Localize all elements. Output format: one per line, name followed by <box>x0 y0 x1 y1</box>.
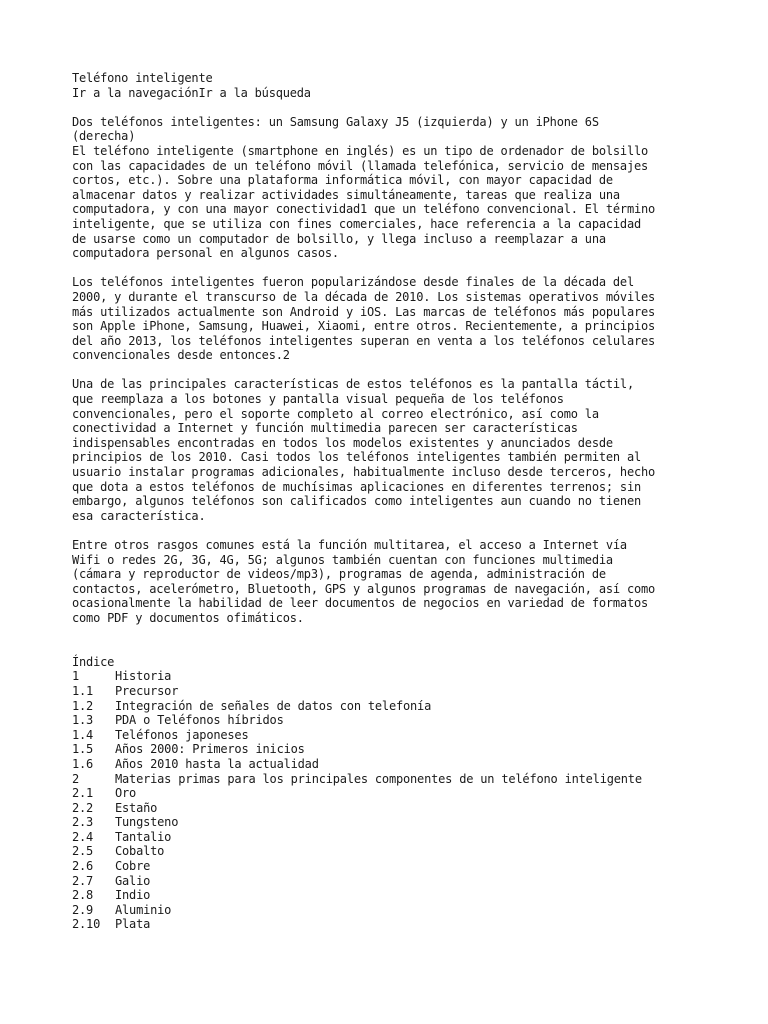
toc-number: 1.2 <box>72 698 94 713</box>
toc-number: 2.6 <box>72 859 94 874</box>
paragraph-line: ocasionalmente la habilidad de leer documentos de negocios en variedad de formatos <box>72 596 649 611</box>
toc-title: Plata <box>115 917 151 932</box>
toc-title: Oro <box>115 786 137 801</box>
toc-item[interactable] <box>72 903 712 918</box>
paragraph-line: Wifi o redes 2G, 3G, 4G, 5G; algunos también cuentan con funciones multimedia <box>72 552 613 567</box>
paragraph-traits <box>72 538 712 626</box>
spacer <box>72 626 712 655</box>
toc-title: Indio <box>115 888 151 903</box>
paragraph-line: convencionales desde entonces.2 <box>72 348 290 363</box>
paragraph-features <box>72 377 712 523</box>
caption-line: (derecha) <box>72 129 136 144</box>
toc-number: 2.3 <box>72 815 94 830</box>
paragraph-line: esa característica. <box>72 508 206 523</box>
paragraph-line: computadora personal en algunos casos. <box>72 246 339 261</box>
toc-number: 1.3 <box>72 713 94 728</box>
toc-item[interactable] <box>72 830 712 845</box>
toc-number: 1 <box>72 669 80 684</box>
toc-item[interactable] <box>72 815 712 830</box>
paragraph-line: indispensables encontradas en todos los modelos existentes y anunciados desde <box>72 435 613 450</box>
paragraph-line: de usarse como un computador de bolsillo, y llega incluso a reemplazar a una <box>72 231 606 246</box>
toc-title: Aluminio <box>115 902 172 917</box>
toc-item[interactable] <box>72 757 712 772</box>
paragraph-line: más utilizados actualmente son Android y iOS. Las marcas de teléfonos más populares <box>72 304 656 319</box>
paragraph-line: como PDF y documentos ofimáticos. <box>72 610 304 625</box>
toc-item[interactable] <box>72 786 712 801</box>
spacer <box>72 100 712 115</box>
image-caption <box>72 115 712 144</box>
paragraph-line: embargo, algunos teléfonos son calificados como inteligentes aun cuando no tienen <box>72 494 641 509</box>
toc-number: 2.1 <box>72 786 94 801</box>
toc-number: 2.10 <box>72 917 101 932</box>
toc-number: 2.9 <box>72 902 94 917</box>
toc-number: 2 <box>72 771 80 786</box>
paragraph-line: (cámara y reproductor de videos/mp3), programas de agenda, administración de <box>72 567 606 582</box>
toc-number: 2.5 <box>72 844 94 859</box>
paragraph-line: 2000, y durante el transcurso de la década de 2010. Los sistemas operativos móviles <box>72 289 656 304</box>
toc-title: Teléfonos japoneses <box>115 727 249 742</box>
toc-title: Galio <box>115 873 151 888</box>
paragraph-line: son Apple iPhone, Samsung, Huawei, Xiaomi, entre otros. Recientemente, a principios <box>72 319 656 334</box>
toc-item[interactable] <box>72 801 712 816</box>
paragraph-line: Los teléfonos inteligentes fueron popularizándose desde finales de la década del <box>72 275 634 290</box>
toc-number: 1.4 <box>72 727 94 742</box>
toc-title: Tantalio <box>115 829 172 844</box>
paragraph-line: principios de los 2010. Casi todos los teléfonos inteligentes también permiten al <box>72 450 641 465</box>
caption-line: Dos teléfonos inteligentes: un Samsung Galaxy J5 (izquierda) y un iPhone 6S <box>72 114 599 129</box>
table-of-contents <box>72 669 712 932</box>
paragraph-line: convencionales, pero el soporte completo al correo electrónico, así como la <box>72 406 599 421</box>
paragraph-line: usuario instalar programas adicionales, habitualmente incluso desde terceros, hecho <box>72 465 656 480</box>
paragraph-line: computadora, y con una mayor conectividad1 que un teléfono convencional. El término <box>72 202 656 217</box>
toc-title: Cobalto <box>115 844 165 859</box>
paragraph-line: cortos, etc.). Sobre una plataforma informática móvil, con mayor capacidad de <box>72 173 613 188</box>
toc-item[interactable] <box>72 874 712 889</box>
paragraph-line: El teléfono inteligente (smartphone en inglés) es un tipo de ordenador de bolsillo <box>72 143 649 158</box>
page-title: Teléfono inteligente <box>72 71 213 85</box>
toc-number: 1.5 <box>72 742 94 757</box>
toc-number: 2.7 <box>72 873 94 888</box>
toc-title: Años 2010 hasta la actualidad <box>115 756 319 771</box>
toc-item[interactable] <box>72 669 712 684</box>
toc-number: 2.8 <box>72 888 94 903</box>
toc-number: 1.6 <box>72 756 94 771</box>
toc-title: Cobre <box>115 859 151 874</box>
toc-title: Precursor <box>115 683 179 698</box>
toc-number: 2.4 <box>72 829 94 844</box>
nav-links-line: Ir a la navegaciónIr a la búsqueda <box>72 85 311 100</box>
toc-item[interactable] <box>72 728 712 743</box>
paragraph-line: del año 2013, los teléfonos inteligentes superan en venta a los teléfonos celulares <box>72 333 656 348</box>
paragraph-line: con las capacidades de un teléfono móvil (llamada telefónica, servicio de mensajes <box>72 158 649 173</box>
paragraph-line: conectividad a Internet y función multimedia parecen ser características <box>72 421 578 436</box>
paragraph-line: Una de las principales características de estos teléfonos es la pantalla táctil, <box>72 377 634 392</box>
toc-item[interactable] <box>72 699 712 714</box>
document-page <box>72 71 712 932</box>
toc-item[interactable] <box>72 713 712 728</box>
toc-title: PDA o Teléfonos híbridos <box>115 713 284 728</box>
toc-item[interactable] <box>72 917 712 932</box>
toc-title: Estaño <box>115 800 158 815</box>
toc-title: Historia <box>115 669 172 684</box>
toc-number: 1.1 <box>72 683 94 698</box>
paragraph-intro <box>72 144 712 261</box>
spacer <box>72 363 712 378</box>
toc-item[interactable] <box>72 742 712 757</box>
paragraph-line: que dota a estos teléfonos de muchísimas aplicaciones en diferentes terrenos; sin <box>72 479 641 494</box>
toc-title: Años 2000: Primeros inicios <box>115 742 305 757</box>
paragraph-line: inteligente, que se utiliza con fines comerciales, hace referencia a la capacidad <box>72 216 641 231</box>
paragraph-line: Entre otros rasgos comunes está la función multitarea, el acceso a Internet vía <box>72 538 627 552</box>
toc-title: Tungsteno <box>115 815 179 830</box>
toc-title: Integración de señales de datos con telefonía <box>115 698 432 713</box>
paragraph-popularity <box>72 275 712 363</box>
toc-item[interactable] <box>72 888 712 903</box>
toc-heading: Índice <box>72 654 115 669</box>
toc-item[interactable] <box>72 859 712 874</box>
paragraph-line: que reemplaza a los botones y pantalla visual pequeña de los teléfonos <box>72 392 564 407</box>
toc-item[interactable] <box>72 684 712 699</box>
toc-item[interactable] <box>72 844 712 859</box>
toc-number: 2.2 <box>72 800 94 815</box>
paragraph-line: contactos, acelerómetro, Bluetooth, GPS y algunos programas de navegación, así como <box>72 581 656 596</box>
toc-title: Materias primas para los principales componentes de un teléfono inteligente <box>115 771 642 786</box>
spacer <box>72 261 712 276</box>
paragraph-line: almacenar datos y realizar actividades simultáneamente, tareas que realiza una <box>72 187 620 202</box>
spacer <box>72 523 712 538</box>
toc-item[interactable] <box>72 772 712 787</box>
